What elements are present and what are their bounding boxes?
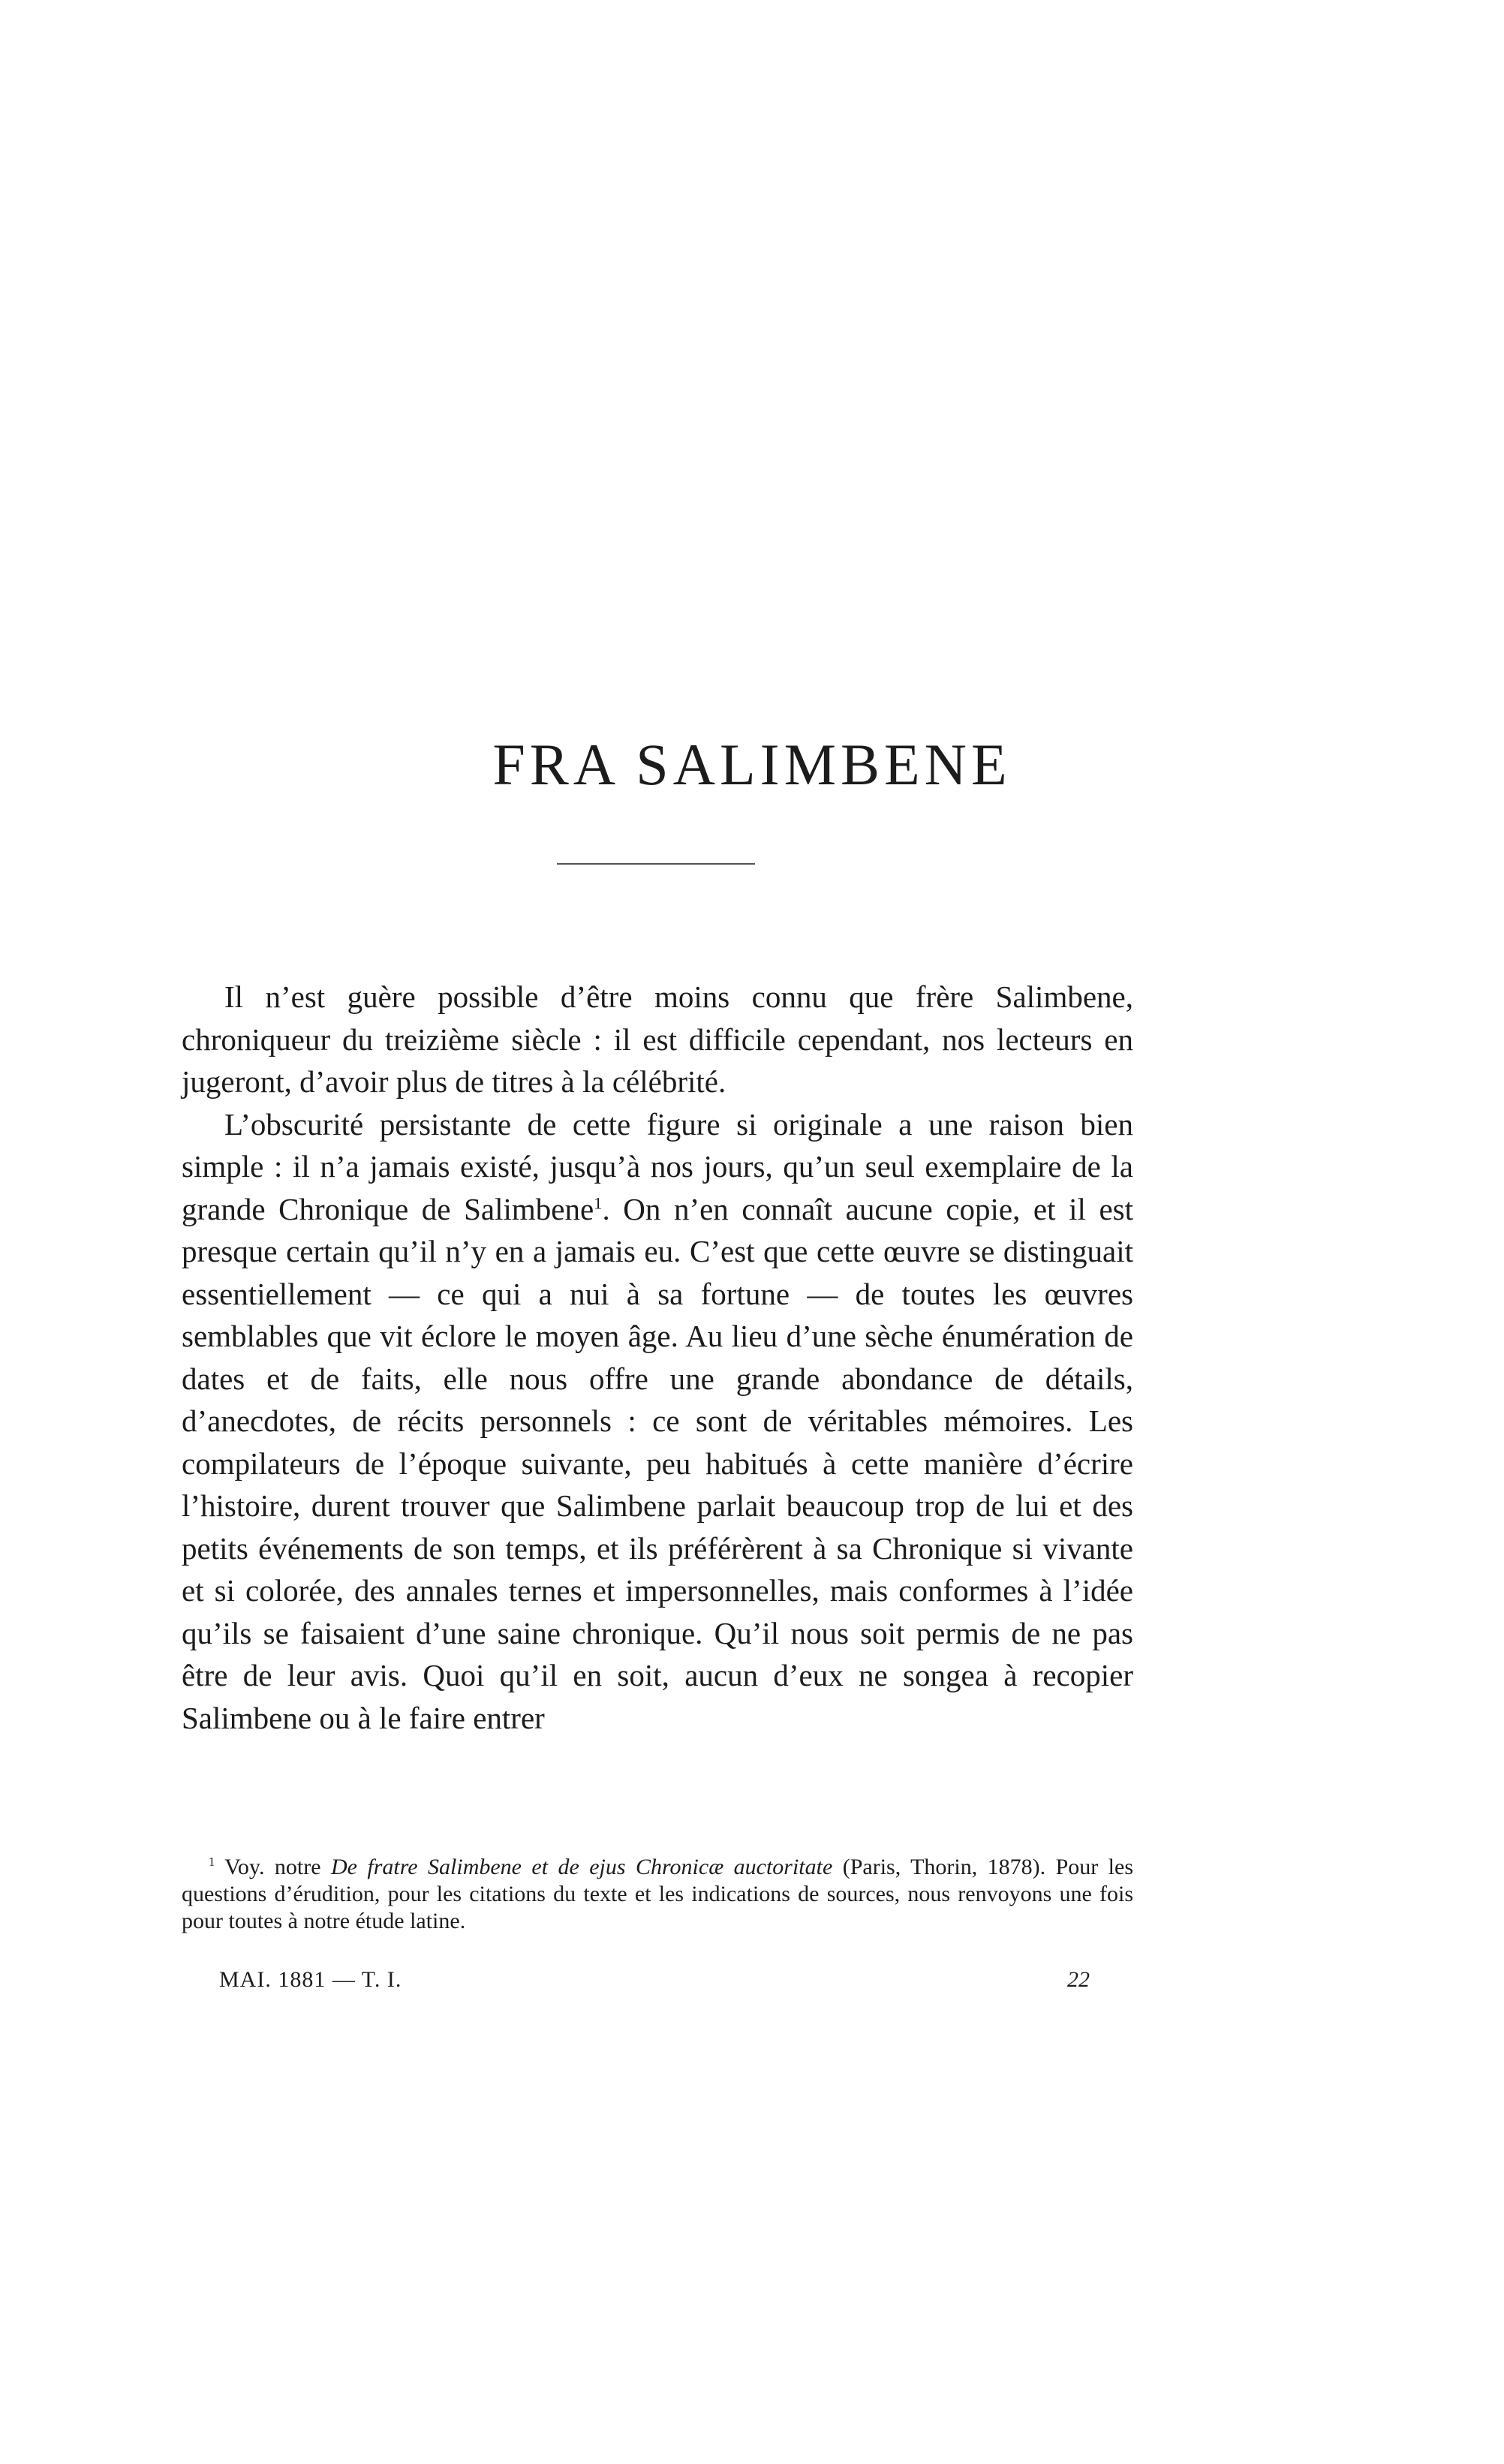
paragraph-2 (182, 1103, 1133, 1740)
footnote-reference: 1 (594, 1193, 603, 1212)
paragraph-1 (182, 976, 1133, 1103)
paragraph-text: L’obscurité persistante de cette figure si originale a une raison bien simple : il n’a jamais existé, jusqu’à nos jours, qu’un seul exemplaire de la grande Chronique de Salimbene (182, 1106, 1133, 1226)
footnote-text: Voy. notre (215, 1855, 331, 1879)
footnote-number: 1 (209, 1855, 215, 1869)
footnote-cited-title: De fratre Salimbene et de ejus Chronicæ auctoritate (330, 1855, 833, 1879)
signature-number: 22 (1067, 1967, 1090, 1992)
body-text (182, 976, 1133, 1739)
footnote-text: (Paris, Thorin, 1878). Pour les questions d’érudition, pour les citations du texte et les indications de sources, nous renvoyons une fois pour toutes à notre étude latine. (182, 1855, 1134, 1933)
title-divider (557, 863, 755, 865)
footnote-1 (182, 1854, 1133, 1935)
footnotes (182, 1854, 1133, 1935)
page-title: FRA SALIMBENE (492, 732, 1012, 797)
paragraph-text: . On n’en connaît aucune copie, et il est presque certain qu’il n’y en a jamais eu. C’est que cette œuvre se distinguait essentiellement — ce qui a nui à sa fortune — de toutes les œuvres semblables que vit éclore le moyen âge. Au lieu d’une sèche énumération de dates et de faits, elle nous offre une grande abondance de détails, d’anecdotes, de récits personnels : ce sont de véritables mémoires. Les compilateurs de l’époque suivante, peu habitués à cette manière d’écrire l’histoire, durent trouver que Salimbene parlait beaucoup trop de lui et des petits événements de son temps, et ils préférèrent à sa Chronique si vivante et si colorée, des annales ternes et impersonnelles, mais conformes à l’idée qu’ils se faisaient d’une saine chronique. Qu’il nous soit permis de ne pas être de leur avis. Quoi qu’il en soit, aucun d’eux ne songea à recopier Salimbene ou à le faire entrer (182, 1191, 1134, 1735)
paragraph-text: Il n’est guère possible d’être moins connu que frère Salimbene, chroniqueur du treizième siècle : il est difficile cependant, nos lecteurs en jugeront, d’avoir plus de titres à la célébrité. (182, 979, 1133, 1099)
issue-signature: MAI. 1881 — T. I. (219, 1967, 402, 1992)
